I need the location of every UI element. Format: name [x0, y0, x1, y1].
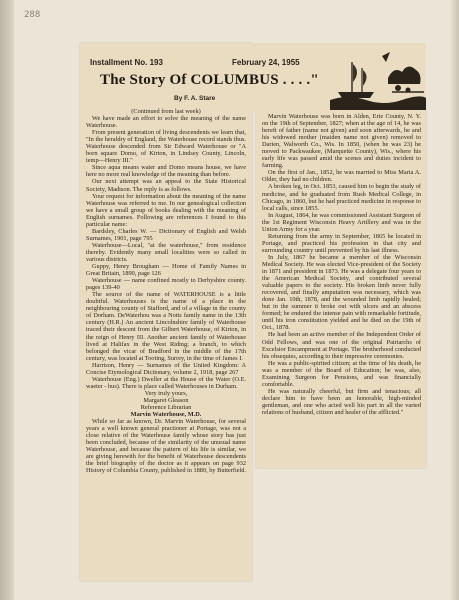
left-column-paragraph: Our next attempt was an appeal to the State Historical Society, Madison. The reply is as follows.: [86, 178, 246, 193]
right-column-paragraph: In August, 1864, he was commissioned Assistant Surgeon of the 1st Regiment Wisconsin Heavy Artillery and was in the Union Army for a year.: [262, 211, 421, 233]
right-column-paragraph: He was naturally cheerful, but firm and tenacious; all declare him to have been an honorable, high-minded gentleman, and one who acted well his part in all the varied relations of husband, citizen and healer of the afflicted.": [262, 387, 421, 416]
left-column-paragraph: Guppy, Henry Brougham — Home of Family Names in Great Britain, 1890, page 126: [86, 263, 246, 278]
right-column-paragraph: A broken leg, in Oct. 1853, caused him to begin the study of medicine, and he graduated from Rush Medical College, in Chicago, in 1860, but he had practiced medicine in response to local calls, since 1855.: [262, 183, 421, 212]
left-column-paragraph: Since aqua means water and Domo means house, we have here no more real knowledge of the meaning than before.: [86, 164, 246, 179]
page-edge: [450, 0, 459, 600]
issue-date: February 24, 1955: [232, 58, 300, 67]
right-column-paragraph: Marvin Waterhouse was born in Alden, Erie County, N. Y. on the 19th of September, 1827; when at the age of 14, he was bereft of father (name not given) and soon afterwards, he and his widowed mother (maiden name not given) removed to Darien, Walworth Co., Wis. In 1850, (when he was 23) he moved to Packwaukee, (Marquette County), Wis., where his early life was passed amid the scenes and duties incident to farming.: [262, 113, 421, 170]
left-column-paragraph: Harrison, Henry — Surnames of the United Kingdom: A Concise Etymological Dictionary, volume 2, 1918, page 267: [86, 361, 246, 376]
installment-label: Installment No. 193: [90, 58, 163, 67]
left-column-paragraph: Waterhouse—Local, "at the waterhouse," from residence thereby. Evidently many small localities were so called in various districts.: [86, 241, 246, 263]
left-column-paragraph: Bardsley, Charles W. — Dictionary of English and Welsh Surnames, 1901, page 795: [86, 227, 246, 242]
article-title: The Story Of COLUMBUS . . . .": [100, 72, 319, 88]
left-column-paragraph: Waterhouse — name confined mostly to Derbyshire county. pages 139-40: [86, 277, 246, 292]
left-column-paragraph: While so far as known, Dr. Marvin Waterhouse, for several years a well known general practioner at Portage, was not a close relative of the Waterhouse family whose story has just been concluded, because of the similarity of the unusual name Waterhouse, and because the pattern of his life is similar, we are giving herewith for the benefit of Waterhouse descendents the brief biography of the doctor as it appears on page 932 History of Columbia County, published in 1880, by Butterfield.: [86, 418, 246, 475]
right-article-column: [262, 113, 421, 465]
left-column-paragraph: From present generation of living descendents we learn that, "In the heraldry of England, the Waterhouse record stands thus. Waterhouse descended from Sir Edward Waterhouse or "A born square Domo, of Kirton, in Lindsey County, Lincoln, temp—Henry III.": [86, 129, 246, 165]
left-column-paragraph: Your request for information about the meaning of the name Waterhouse was referred to me. In our genealogical collection we have a small group of books dealing with the meaning of English surnames. Following are references I found to this particular name:: [86, 192, 246, 228]
columbus-ship-illustration: [328, 48, 426, 110]
left-column-paragraph: (Continued from last week): [131, 108, 201, 115]
left-column-paragraph: Waterhouse (Eng.) Dweller at the House of the Water (O.E. waeter - hus). There is place called Waterhouses in Durham.: [86, 375, 246, 390]
page-binding: [0, 0, 14, 600]
left-column-paragraph: Very truly yours,: [144, 389, 188, 397]
article-byline: By F. A. Stare: [174, 95, 216, 102]
left-article-column: [86, 108, 246, 578]
left-column-paragraph: Margaret Gleason: [143, 396, 189, 404]
right-column-paragraph: On the first of Jan., 1852, he was married to Miss Maria A. Older, they had no children.: [262, 169, 421, 184]
page-number: 288: [24, 10, 41, 20]
right-column-paragraph: He was a public-spirited citizen; at the time of his death, he was a member of the Board of Education; he was, also, Examining Surgeon for Pensions, and was financially comfortable.: [262, 359, 421, 388]
right-column-paragraph: Returning from the army in September, 1865 he located in Portage, and practiced his profession in that city and surrounding country until prevented by his last illness.: [262, 232, 421, 254]
left-column-paragraph: We have made an effort to solve the meaning of the name Waterhouse.: [86, 115, 246, 130]
left-column-paragraph: The source of the name of WATERHOUSE is a little doubtful. Waterhouses is the name of a place in the neighbouring county of Stafford, and of a village in the county of Dorham. DeWaterhou was a Notts family name in the 13th century (H.R.) An ancient Lincolnshire family of Waterhouse traced their descent from the Gilbert Waterhouse, of Kirton, in the reign of Henry III. Another ancient family of Waterhouse lived at Halifax in the West Riding; a branch, to which belonged the vicar of Bradford in the middle of the 17th century, was located at Tooting, Surrey, in the time of James I.: [86, 291, 246, 362]
left-column-paragraph: Reference Librarian: [140, 403, 192, 411]
right-column-paragraph: In July, 1867 he became a member of the Wisconsin Medical Society. He was elected Vice-president of the Society in 1871 and president in 1873. He was a delegate four years to the American Medical Society, and contributed several valuable papers to the society. His broken limb never fully recovered, and finally amputation was necessary, which was done Jan. 10th, 1878, and the wounded limb rapidly healed; but in the summer it broke out with ulcers and an abscess formed; he endured the intense pain with remarkable fortitude, until his iron constitution yielded and he died on the 19th of Oct., 1878.: [262, 253, 421, 332]
right-column-paragraph: He had been an active member of the Independent Order of Odd Fellows, and was one of the original Patriarchs of Excelsior Encampment at Portage. The brotherhood conducted his obsequies, according to their impressive ceremonies.: [262, 331, 421, 360]
left-column-paragraph: Marvin Waterhouse, M.D.: [130, 411, 202, 419]
